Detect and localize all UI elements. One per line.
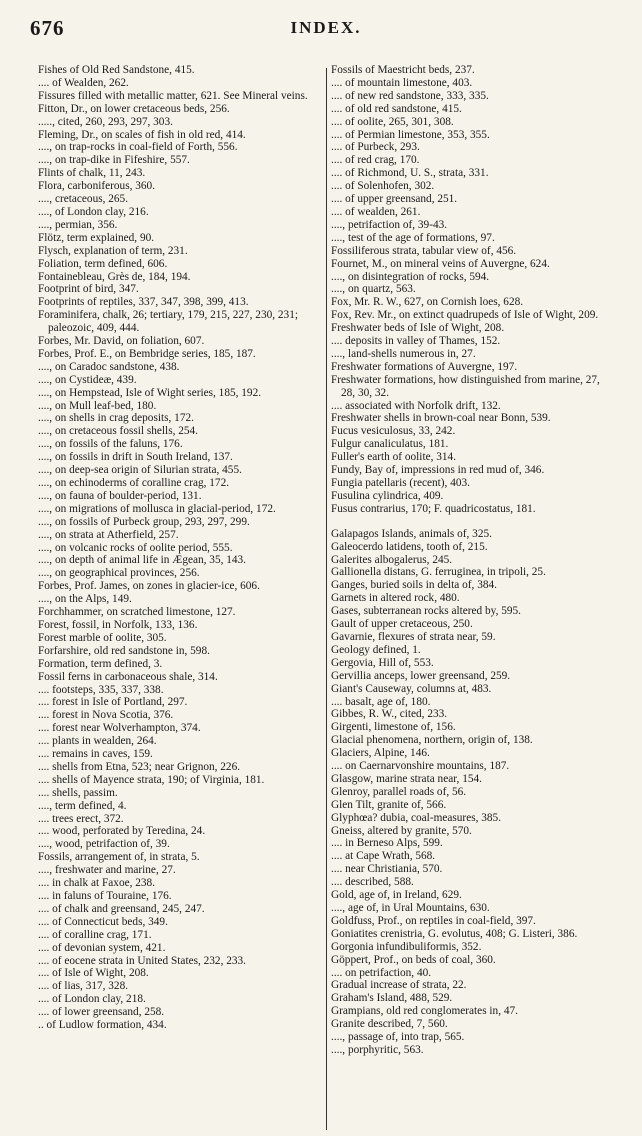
- index-entry: Glacial phenomena, northern, origin of, 138.: [331, 734, 533, 747]
- index-entry: Flora, carboniferous, 360.: [38, 180, 156, 193]
- index-entry: Foraminifera, chalk, 26; tertiary, 179, 215, 227, 230, 231; paleozoic, 409, 444.: [38, 309, 298, 335]
- index-entry: Fossils, arrangement of, in strata, 5.: [38, 851, 200, 864]
- index-entry: .... of Purbeck, 293.: [331, 141, 420, 154]
- index-entry: .... trees erect, 372.: [38, 812, 124, 825]
- index-entry: ...., on Cystideæ, 439.: [38, 373, 137, 386]
- index-entry: Formation, term defined, 3.: [38, 657, 163, 670]
- index-entry: ...., on trap-dike in Fifeshire, 557.: [38, 154, 190, 167]
- index-entry: Grampians, old red conglomerates in, 47.: [331, 1005, 518, 1018]
- index-entry: ...., test of the age of formations, 97.: [331, 231, 495, 244]
- index-entry: Glasgow, marine strata near, 154.: [331, 772, 482, 785]
- index-entry: .... of Isle of Wight, 208.: [38, 967, 149, 980]
- index-entry: .... described, 588.: [331, 876, 414, 889]
- index-entry: Gneiss, altered by granite, 570.: [331, 824, 472, 837]
- index-entry: Fitton, Dr., on lower cretaceous beds, 256.: [38, 102, 230, 115]
- index-entry: Goniatites crenistria, G. evolutus, 408; G. Listeri, 386.: [331, 927, 578, 940]
- index-entry: .... wood, perforated by Teredina, 24.: [38, 825, 206, 838]
- index-entry: Footprints of reptiles, 337, 347, 398, 399, 413.: [38, 296, 249, 309]
- index-entry: ...., on Mull leaf-bed, 180.: [38, 399, 157, 412]
- index-entry: ...., age of, in Ural Mountains, 630.: [331, 902, 490, 914]
- index-entry: Gradual increase of strata, 22.: [331, 979, 467, 992]
- index-entry: Forest, fossil, in Norfolk, 133, 136.: [38, 618, 198, 631]
- index-entry: ...., on shells in crag deposits, 172.: [38, 412, 194, 425]
- index-entry: ...., on fossils of Purbeck group, 293, 297, 299.: [38, 515, 250, 528]
- index-entry: .... shells of Mayence strata, 190; of Virginia, 181.: [38, 773, 265, 786]
- index-entry: .... of London clay, 218.: [38, 993, 146, 1006]
- index-entry: ...., on deep-sea origin of Silurian strata, 455.: [38, 464, 242, 477]
- index-entry: Geology defined, 1.: [331, 643, 421, 656]
- index-entry: .... forest near Wolverhampton, 374.: [38, 722, 201, 735]
- index-entry: ...., freshwater and marine, 27.: [38, 864, 176, 877]
- index-entry: ...., term defined, 4.: [38, 799, 127, 812]
- index-entry: Footprint of bird, 347.: [38, 283, 139, 296]
- index-entry: ...., porphyritic, 563.: [331, 1043, 424, 1056]
- index-entry: ...., on fossils of the faluns, 176.: [38, 438, 183, 451]
- index-entry: ...., permian, 356.: [38, 218, 118, 231]
- index-entry: Freshwater shells in brown-coal near Bonn, 539.: [331, 412, 551, 425]
- index-entry: .... in faluns of Touraine, 176.: [38, 890, 172, 902]
- index-entry: Forfarshire, old red sandstone in, 598.: [38, 644, 210, 657]
- index-entry: Gault of upper cretaceous, 250.: [331, 618, 473, 631]
- index-entry: .... of eocene strata in United States, 232, 233.: [38, 954, 246, 967]
- index-entry: Fontainebleau, Grès de, 184, 194.: [38, 270, 191, 283]
- index-entry: Fuller's earth of oolite, 314.: [331, 451, 457, 464]
- index-entry: Fox, Rev. Mr., on extinct quadrupeds of Isle of Wight, 209.: [331, 309, 599, 322]
- index-entry: Forbes, Mr. David, on foliation, 607.: [38, 335, 205, 348]
- index-entry: Forbes, Prof. E., on Bembridge series, 185, 187.: [38, 347, 256, 360]
- index-entry: .... footsteps, 335, 337, 338.: [38, 683, 164, 696]
- index-entry: Freshwater beds of Isle of Wight, 208.: [331, 322, 505, 335]
- index-entry: ...., on geographical provinces, 256.: [38, 567, 200, 580]
- index-entry: Goldfuss, Prof., on reptiles in coal-field, 397.: [331, 914, 536, 927]
- index-entry: .... of old red sandstone, 415.: [331, 102, 462, 115]
- index-entry: .... on petrifaction, 40.: [331, 966, 432, 979]
- index-entry: Glaciers, Alpine, 146.: [331, 747, 430, 760]
- index-entry: Göppert, Prof., on beds of coal, 360.: [331, 953, 496, 966]
- index-entry: ....., cited, 260, 293, 297, 303.: [38, 115, 173, 128]
- index-entry: .... of Richmond, U. S., strata, 331.: [331, 167, 489, 180]
- index-entry: Fournet, M., on mineral veins of Auvergne, 624.: [331, 257, 550, 270]
- index-entry: Fossils of Maestricht beds, 237.: [331, 64, 475, 76]
- index-entry: .... remains in caves, 159.: [38, 748, 153, 761]
- page-number: 676: [30, 16, 65, 40]
- section-spacer: [331, 516, 616, 528]
- index-entry: ...., on cretaceous fossil shells, 254.: [38, 425, 199, 438]
- index-entry: Fox, Mr. R. W., 627, on Cornish loes, 628.: [331, 296, 524, 309]
- index-entry: .. of Ludlow formation, 434.: [38, 1019, 167, 1032]
- index-entry: .... in Berneso Alps, 599.: [331, 837, 443, 850]
- index-entry: .... of Permian limestone, 353, 355.: [331, 128, 490, 141]
- index-entry: Granite described, 7, 560.: [331, 1018, 448, 1031]
- index-entry: Fossiliferous strata, tabular view of, 456.: [331, 244, 517, 257]
- index-entry: Glenroy, parallel roads of, 56.: [331, 785, 467, 798]
- index-entry: Ganges, buried soils in delta of, 384.: [331, 579, 497, 592]
- index-entry: .... shells, passim.: [38, 786, 118, 799]
- index-entry: .... of red crag, 170.: [331, 154, 420, 167]
- index-entry: .... deposits in valley of Thames, 152.: [331, 335, 501, 348]
- column-divider: [326, 68, 327, 1130]
- index-entry: Gases, subterranean rocks altered by, 595.: [331, 605, 521, 618]
- page-title: INDEX.: [290, 18, 362, 37]
- index-entry: Gorgonia infundibuliformis, 352.: [331, 940, 482, 953]
- index-entry: .... of coralline crag, 171.: [38, 928, 152, 941]
- index-entry: ...., land-shells numerous in, 27.: [331, 347, 476, 360]
- index-entry: ...., on disintegration of rocks, 594.: [331, 270, 490, 283]
- index-entry: .... of Wealden, 262.: [38, 76, 129, 89]
- index-entry: Flints of chalk, 11, 243.: [38, 167, 146, 180]
- index-entry: .... of Solenhofen, 302.: [331, 180, 435, 193]
- index-entry: Fucus vesiculosus, 33, 242.: [331, 425, 456, 438]
- index-entry: Freshwater formations of Auvergne, 197.: [331, 360, 518, 373]
- index-entry: Gallionella distans, G. ferruginea, in tripoli, 25.: [331, 566, 546, 579]
- index-entry: ...., on volcanic rocks of oolite period, 555.: [38, 541, 233, 554]
- index-entry: .... in chalk at Faxoe, 238.: [38, 877, 156, 890]
- index-entry: Gergovia, Hill of, 553.: [331, 656, 434, 669]
- index-entry: .... forest in Nova Scotia, 376.: [38, 709, 174, 722]
- index-entry: ...., on trap-rocks in coal-field of Forth, 556.: [38, 141, 238, 154]
- index-entry: Giant's Causeway, columns at, 483.: [331, 682, 492, 695]
- index-entry: Fissures filled with metallic matter, 621. See Mineral veins.: [38, 89, 308, 102]
- page-header: [30, 14, 622, 44]
- index-entry: .... of upper greensand, 251.: [331, 193, 458, 206]
- index-entry: Gervillia anceps, lower greensand, 259.: [331, 669, 511, 682]
- index-entry: Fusus contrarius, 170; F. quadricostatus, 181.: [331, 502, 536, 515]
- right-column: [331, 64, 616, 1057]
- index-entry: ...., passage of, into trap, 565.: [331, 1031, 465, 1044]
- index-entry: Galeocerdo latidens, tooth of, 215.: [331, 540, 488, 553]
- left-column: [38, 64, 321, 1032]
- index-entry: ...., on strata at Atherfield, 257.: [38, 528, 179, 541]
- index-entry: ...., on Caradoc sandstone, 438.: [38, 360, 180, 373]
- index-entry: .... at Cape Wrath, 568.: [331, 850, 436, 863]
- index-entry: Glyphœa? dubia, coal-measures, 385.: [331, 811, 502, 824]
- index-entry: Fishes of Old Red Sandstone, 415.: [38, 64, 195, 76]
- index-entry: Fossil ferns in carbonaceous shale, 314.: [38, 670, 218, 683]
- index-entry: .... associated with Norfolk drift, 132.: [331, 399, 501, 412]
- index-entry: Gold, age of, in Ireland, 629.: [331, 889, 462, 902]
- index-entry: ...., on fossils in drift in South Ireland, 137.: [38, 451, 233, 464]
- index-entry: .... of oolite, 265, 301, 308.: [331, 115, 454, 128]
- index-entry: ...., petrifaction of, 39-43.: [331, 218, 448, 231]
- index-entry: Fungia patellaris (recent), 403.: [331, 477, 470, 489]
- index-entry: .... of mountain limestone, 403.: [331, 76, 473, 89]
- index-entry: Gavarnie, flexures of strata near, 59.: [331, 630, 496, 643]
- index-entry: Flötz, term explained, 90.: [38, 231, 155, 244]
- index-entry: .... of wealden, 261.: [331, 205, 421, 218]
- index-entry: .... near Christiania, 570.: [331, 863, 443, 876]
- index-entry: .... on Caernarvonshire mountains, 187.: [331, 760, 510, 773]
- index-entry: Foliation, term defined, 606.: [38, 257, 168, 270]
- index-entry: ...., on Hempstead, Isle of Wight series, 185, 192.: [38, 386, 262, 399]
- index-entry: ...., on echinoderms of coralline crag, 172.: [38, 477, 230, 489]
- index-entry: Fundy, Bay of, impressions in red mud of, 346.: [331, 464, 545, 477]
- index-entry: Fusulina cylindrica, 409.: [331, 489, 444, 502]
- index-entry: ...., wood, petrifaction of, 39.: [38, 838, 170, 851]
- index-entry: .... of devonian system, 421.: [38, 941, 166, 954]
- index-entry: ...., on quartz, 563.: [331, 283, 416, 296]
- index-entry: Fulgur canaliculatus, 181.: [331, 438, 449, 451]
- index-entry: .... shells from Etna, 523; near Grignon, 226.: [38, 760, 241, 773]
- index-entry: ...., of London clay, 216.: [38, 205, 149, 218]
- index-entry: .... basalt, age of, 180.: [331, 695, 431, 708]
- index-entry: Forchhammer, on scratched limestone, 127.: [38, 606, 236, 619]
- index-entry: ...., on the Alps, 149.: [38, 593, 132, 606]
- index-entry: Fleming, Dr., on scales of fish in old red, 414.: [38, 128, 246, 141]
- index-entry: ...., cretaceous, 265.: [38, 193, 129, 206]
- index-entry: ...., on depth of animal life in Ægean, 35, 143.: [38, 554, 247, 567]
- index-entry: Garnets in altered rock, 480.: [331, 592, 460, 605]
- index-entry: ...., on migrations of mollusca in glacial-period, 172.: [38, 502, 276, 515]
- index-entry: .... forest in Isle of Portland, 297.: [38, 696, 188, 709]
- index-entry: .... of chalk and greensand, 245, 247.: [38, 902, 205, 915]
- index-entry: .... of new red sandstone, 333, 335.: [331, 89, 489, 102]
- index-entry: .... of lias, 317, 328.: [38, 980, 129, 993]
- index-entry: Glen Tilt, granite of, 566.: [331, 798, 447, 811]
- index-entry: Girgenti, limestone of, 156.: [331, 721, 456, 734]
- index-entry: Forest marble of oolite, 305.: [38, 631, 167, 644]
- index-entry: Galapagos Islands, animals of, 325.: [331, 527, 492, 540]
- index-entry: .... plants in wealden, 264.: [38, 735, 157, 748]
- index-entry: Gibbes, R. W., cited, 233.: [331, 708, 448, 721]
- index-entry: Forbes, Prof. James, on zones in glacier-ice, 606.: [38, 580, 260, 593]
- index-entry: Freshwater formations, how distinguished from marine, 27, 28, 30, 32.: [331, 373, 600, 399]
- index-entry: Flysch, explanation of term, 231.: [38, 244, 188, 257]
- index-entry: .... of Connecticut beds, 349.: [38, 915, 168, 928]
- index-entry: .... of lower greensand, 258.: [38, 1006, 165, 1019]
- index-entry: Graham's Island, 488, 529.: [331, 992, 453, 1005]
- index-entry: Galerites albogalerus, 245.: [331, 553, 453, 566]
- index-entry: ...., on fauna of boulder-period, 131.: [38, 489, 202, 502]
